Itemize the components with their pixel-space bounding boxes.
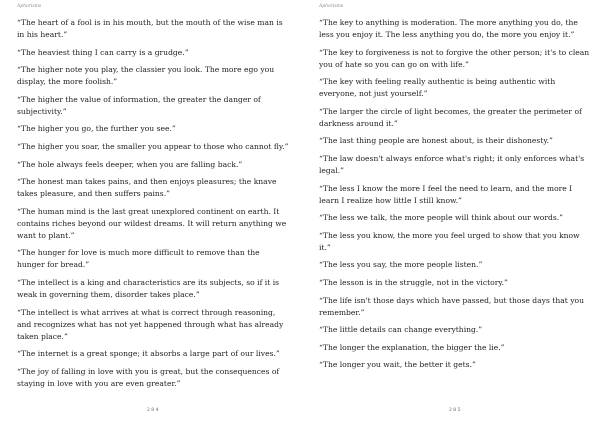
quote: “The heaviest thing I can carry is a grudge.” [17, 47, 189, 57]
quote: “The less you say, the more people listen.” [319, 260, 483, 270]
right-page-number: 2 8 5 [449, 408, 461, 413]
left-quote-list [17, 17, 289, 395]
quote: “The larger the circle of light becomes, the greater the perimeter of darkness around it.” [319, 106, 582, 128]
quote: “The less I know the more I feel the need to learn, and the more I learn I realize how little I still know.” [319, 183, 573, 205]
quote: “The honest man takes pains, and then enjoys pleasures; the knave takes pleasure, and then suffers pains.” [17, 177, 277, 199]
quote: “The longer the explanation, the bigger the lie.” [319, 342, 505, 352]
quote: “The hunger for love is much more difficult to remove than the hunger for bread.” [17, 248, 260, 270]
quote: “The longer you wait, the better it gets.” [319, 360, 476, 370]
quote: “The heart of a fool is in his mouth, but the mouth of the wise man is in his heart.” [17, 18, 283, 39]
quote: “The little details can change everything.” [319, 325, 483, 335]
quote: “The internet is a great sponge; it absorbs a large part of our lives.” [17, 349, 280, 359]
quote: “The intellect is a king and characteristics are its subjects, so if it is weak in governing them, disorder takes place.” [17, 277, 280, 299]
quote: “The higher the value of information, the greater the danger of subjectivity.” [17, 94, 261, 116]
right-running-head: Aphorisms [319, 4, 344, 9]
quote: “The key with feeling really authentic is being authentic with everyone, not just yourself.” [319, 77, 556, 99]
quote: “The human mind is the last great unexplored continent on earth. It contains riches beyond our wildest dreams. It will return anything we want to plant.” [17, 206, 287, 240]
left-page-number: 2 8 4 [147, 408, 159, 413]
right-quote-list [319, 17, 591, 377]
quote: “The hole always feels deeper, when you are falling back.” [17, 159, 243, 169]
quote: “The joy of falling in love with you is great, but the consequences of staying in love with you are even greater.” [17, 366, 280, 388]
quote: “The law doesn't always enforce what's right; it only enforces what's legal.” [319, 153, 585, 175]
quote: “The last thing people are honest about, is their dishonesty.” [319, 136, 553, 146]
left-running-head: Aphorisms [17, 4, 42, 9]
quote: “The intellect is what arrives at what is correct through reasoning, and recognizes what has not yet happened through what has already taken place.” [17, 307, 284, 341]
quote: “The higher you go, the further you see.” [17, 124, 176, 134]
quote: “The higher you soar, the smaller you appear to those who cannot fly.” [17, 141, 289, 151]
quote: “The key to anything is moderation. The more anything you do, the less you enjoy it. The less anything you do, the more you enjoy it.” [319, 18, 578, 39]
quote: “The key to forgiveness is not to forgive the other person; it's to clean you of hate so you can go on with life.” [319, 47, 590, 69]
quote: “The lesson is in the struggle, not in the victory.” [319, 277, 508, 287]
quote: “The less we talk, the more people will think about our words.” [319, 213, 564, 223]
quote: “The life isn't those days which have passed, but those days that you remember.” [319, 295, 584, 317]
quote: “The less you know, the more you feel urged to show that you know it.” [319, 230, 580, 252]
quote: “The higher note you play, the classier you look. The more ego you display, the more foolish.” [17, 65, 275, 87]
